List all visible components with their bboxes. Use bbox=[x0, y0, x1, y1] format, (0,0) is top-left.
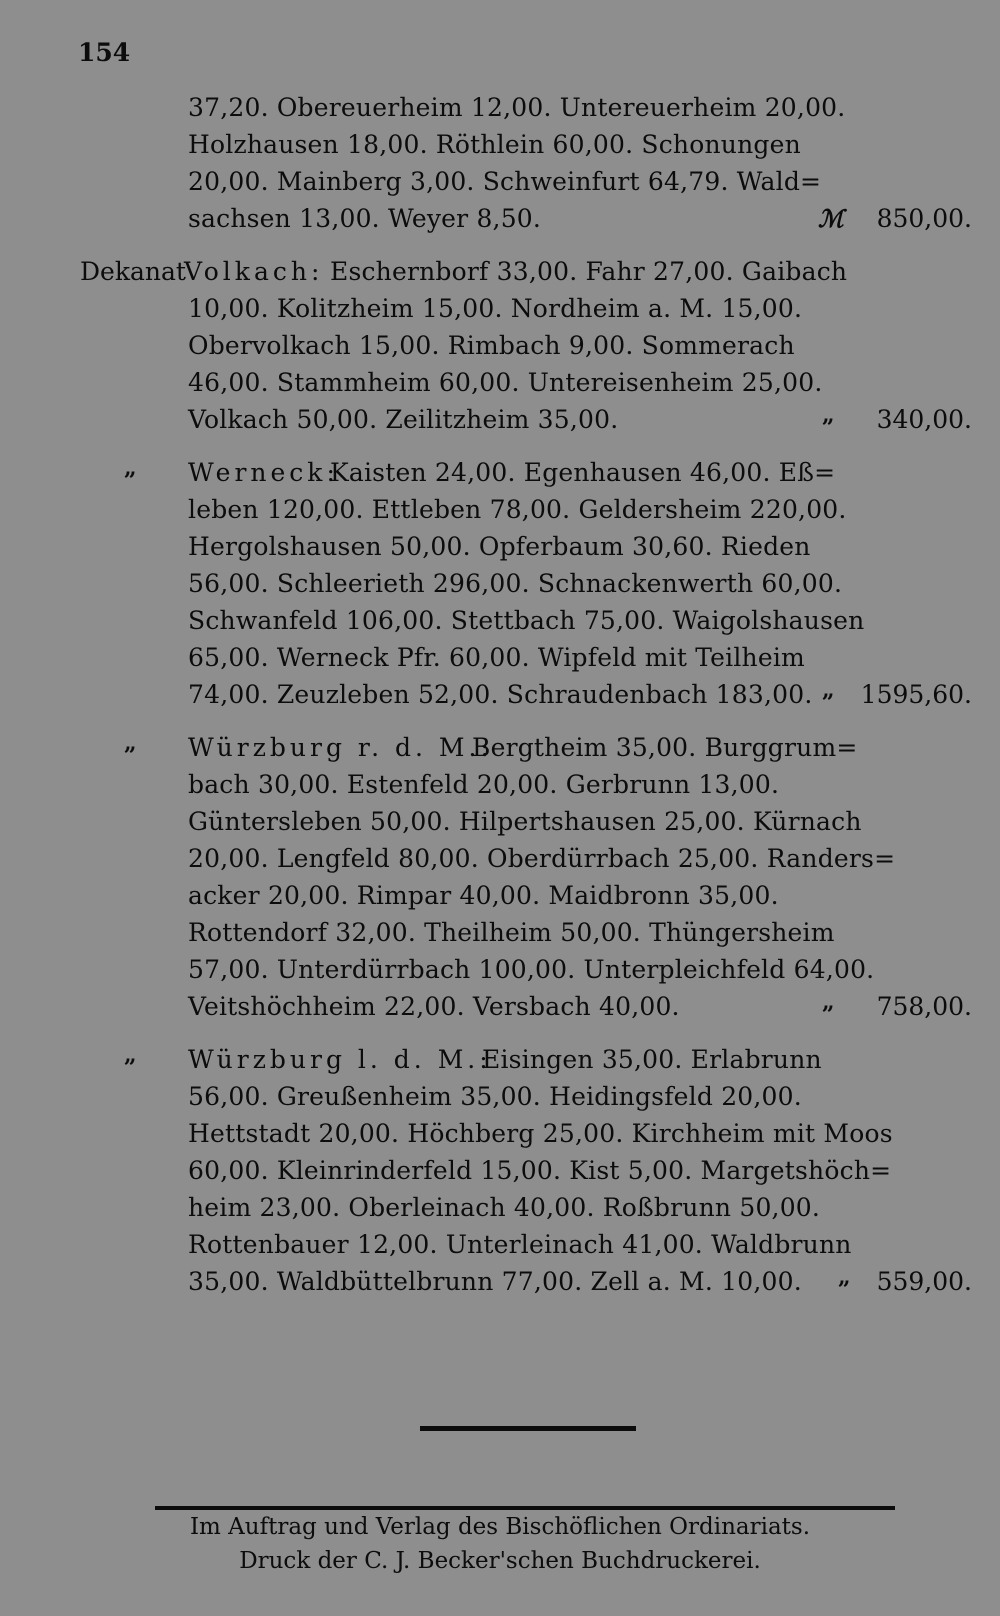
dekanat-heading: Würzburg r. d. M.: bbox=[188, 733, 493, 762]
amount-total: 850,00. bbox=[876, 204, 972, 233]
ditto-mark: „ bbox=[838, 1264, 851, 1290]
entry-line: 20,00. Mainberg 3,00. Schweinfurt 64,79. Wald= bbox=[188, 167, 822, 196]
entry-line: sachsen 13,00. Weyer 8,50. bbox=[188, 204, 542, 233]
entry-line: Güntersleben 50,00. Hilpertshausen 25,00. Kürnach bbox=[188, 807, 862, 836]
footer-publisher: Im Auftrag und Verlag des Bischöflichen Ordinariats. bbox=[189, 1514, 811, 1540]
entry-line: 35,00. Waldbüttelbrunn 77,00. Zell a. M. 10,00. bbox=[188, 1267, 802, 1296]
entry-line: leben 120,00. Ettleben 78,00. Geldersheim 220,00. bbox=[188, 495, 847, 524]
amount-total: 758,00. bbox=[876, 992, 972, 1021]
entry-line: Rottendorf 32,00. Theilheim 50,00. Thüngersheim bbox=[188, 918, 835, 947]
amount-total: 340,00. bbox=[876, 405, 972, 434]
entry-line: 56,00. Greußenheim 35,00. Heidingsfeld 20,00. bbox=[188, 1082, 802, 1111]
entry-line: heim 23,00. Oberleinach 40,00. Roßbrunn 50,00. bbox=[188, 1193, 821, 1222]
amount-total: 559,00. bbox=[876, 1267, 972, 1296]
mark-unit: ℳ bbox=[818, 204, 844, 233]
ditto-mark: „ bbox=[822, 402, 835, 428]
entry-line: acker 20,00. Rimpar 40,00. Maidbronn 35,00. bbox=[188, 881, 779, 910]
amount-total: 1595,60. bbox=[860, 680, 972, 709]
entry-line: Hergolshausen 50,00. Opferbaum 30,60. Rieden bbox=[188, 532, 811, 561]
entry-line: 20,00. Lengfeld 80,00. Oberdürrbach 25,00. Randers= bbox=[188, 844, 896, 873]
entry-line: Schwanfeld 106,00. Stettbach 75,00. Waigolshausen bbox=[188, 606, 865, 635]
entry-line: Rottenbauer 12,00. Unterleinach 41,00. Waldbrunn bbox=[188, 1230, 852, 1259]
entry-line: 60,00. Kleinrinderfeld 15,00. Kist 5,00. Margetshöch= bbox=[188, 1156, 892, 1185]
entry-line: bach 30,00. Estenfeld 20,00. Gerbrunn 13,00. bbox=[188, 770, 780, 799]
entry-line: 65,00. Werneck Pfr. 60,00. Wipfeld mit Teilheim bbox=[188, 643, 805, 672]
entry-line: Eisingen 35,00. Erlabrunn bbox=[482, 1045, 822, 1074]
entry-line: Obervolkach 15,00. Rimbach 9,00. Sommerach bbox=[188, 331, 795, 360]
entry-line: 56,00. Schleerieth 296,00. Schnackenwerth 60,00. bbox=[188, 569, 843, 598]
ditto-mark: „ bbox=[822, 677, 835, 703]
ditto-mark: „ bbox=[124, 455, 137, 481]
entry-line: Veitshöchheim 22,00. Versbach 40,00. bbox=[188, 992, 680, 1021]
entry-line: Holzhausen 18,00. Röthlein 60,00. Schonungen bbox=[188, 130, 801, 159]
entry-line: Volkach 50,00. Zeilitzheim 35,00. bbox=[188, 405, 619, 434]
divider-long bbox=[155, 1506, 895, 1510]
dekanat-heading: Würzburg l. d. M.: bbox=[188, 1045, 492, 1074]
footer-printer: Druck der C. J. Becker'schen Buchdruckerei. bbox=[239, 1548, 761, 1574]
entry-line: Kaisten 24,00. Egenhausen 46,00. Eß= bbox=[330, 458, 836, 487]
entry-line: Bergtheim 35,00. Burggrum= bbox=[472, 733, 858, 762]
dekanat-heading: Werneck: bbox=[188, 458, 339, 487]
ditto-mark: „ bbox=[822, 989, 835, 1015]
dekanat-heading: Volkach: bbox=[184, 257, 324, 286]
entry-line: 10,00. Kolitzheim 15,00. Nordheim a. M. 15,00. bbox=[188, 294, 803, 323]
dekanat-label: Dekanat bbox=[80, 257, 186, 286]
entry-line: 74,00. Zeuzleben 52,00. Schraudenbach 183,00. bbox=[188, 680, 813, 709]
ditto-mark: „ bbox=[124, 730, 137, 756]
page-number: 154 bbox=[78, 38, 131, 67]
ditto-mark: „ bbox=[124, 1042, 137, 1068]
entry-line: 46,00. Stammheim 60,00. Untereisenheim 25,00. bbox=[188, 368, 823, 397]
entry-line: 57,00. Unterdürrbach 100,00. Unterpleichfeld 64,00. bbox=[188, 955, 875, 984]
entry-line: Eschernborf 33,00. Fahr 27,00. Gaibach bbox=[330, 257, 848, 286]
entry-line: 37,20. Obereuerheim 12,00. Untereuerheim 20,00. bbox=[188, 93, 846, 122]
entry-line: Hettstadt 20,00. Höchberg 25,00. Kirchheim mit Moos bbox=[188, 1119, 893, 1148]
divider-short bbox=[420, 1426, 636, 1431]
